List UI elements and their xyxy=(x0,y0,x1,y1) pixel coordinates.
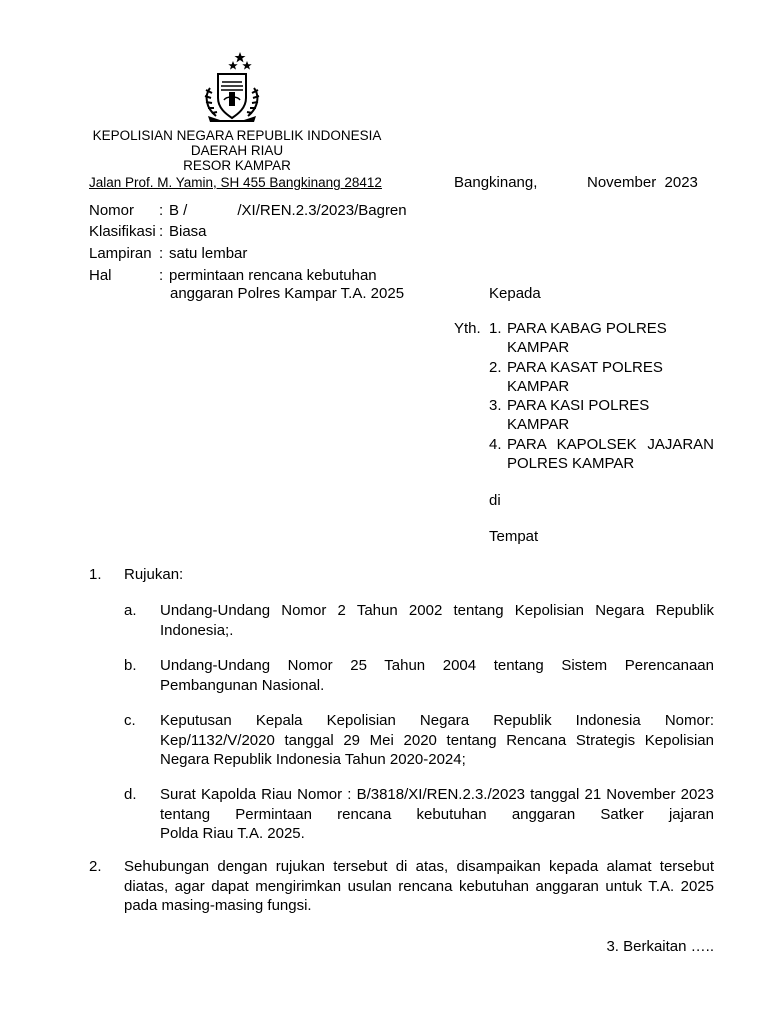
letterhead-line-3: RESOR KAMPAR xyxy=(183,158,291,173)
polri-emblem-logo xyxy=(196,48,268,124)
paragraph-line: diatas, agar dapat mengirimkan usulan rencana kebutuhan anggaran untuk T.A. 2025 xyxy=(124,877,714,895)
recipient-line: KAMPAR xyxy=(507,416,570,433)
recipient-line: PARA KASAT POLRES xyxy=(507,359,663,376)
kepada-label: Kepada xyxy=(489,285,541,302)
di-label: di xyxy=(489,492,501,509)
recipient-line: PARA KASI POLRES xyxy=(507,397,650,414)
reference-item-c xyxy=(160,711,714,770)
recipient-number: 2. xyxy=(489,359,502,376)
paragraph-1-number: 1. xyxy=(89,566,102,583)
recipient-line: POLRES KAMPAR xyxy=(507,455,635,472)
paragraph-2-number: 2. xyxy=(89,858,102,875)
reference-marker: b. xyxy=(124,657,137,674)
recipient-item-1 xyxy=(507,319,714,357)
letterhead-line-2: DAERAH RIAU xyxy=(190,143,284,158)
recipient-number: 1. xyxy=(489,320,502,337)
nomor-label: Nomor xyxy=(89,202,135,219)
reference-marker: a. xyxy=(124,602,137,619)
hal-colon: : xyxy=(159,267,164,284)
recipient-item-3 xyxy=(507,396,714,434)
date-month-year: November 2023 xyxy=(587,174,698,191)
recipient-number: 4. xyxy=(489,436,502,453)
hal-label: Hal xyxy=(89,267,112,284)
reference-line: Polda Riau T.A. 2025. xyxy=(160,825,305,842)
klasifikasi-colon: : xyxy=(159,223,164,240)
reference-item-d xyxy=(160,785,714,844)
reference-line: tentang Permintaan rencana kebutuhan anggaran Satker jajaran xyxy=(160,805,714,823)
lampiran-label: Lampiran xyxy=(89,245,152,262)
letterhead-address: Jalan Prof. M. Yamin, SH 455 Bangkinang 28412 xyxy=(89,175,382,190)
lampiran-colon: : xyxy=(159,245,164,262)
paragraph-2-text xyxy=(124,857,714,916)
klasifikasi-value: Biasa xyxy=(169,223,207,240)
reference-line: Kep/1132/V/2020 tanggal 29 Mei 2020 tentang Rencana Strategis Kepolisian xyxy=(160,731,714,749)
reference-item-b xyxy=(160,656,714,695)
reference-marker: c. xyxy=(124,712,136,729)
nomor-value: B / /XI/REN.2.3/2023/Bagren xyxy=(169,202,407,219)
date-place: Bangkinang, xyxy=(454,174,538,191)
reference-line: Keputusan Kepala Kepolisian Negara Republik Indonesia Nomor: xyxy=(160,712,714,729)
reference-line: Pembangunan Nasional. xyxy=(160,676,325,694)
hal-value-line-2: anggaran Polres Kampar T.A. 2025 xyxy=(170,285,405,302)
paragraph-line: pada masing-masing fungsi. xyxy=(124,897,312,914)
recipient-line: KAMPAR xyxy=(507,339,570,356)
paragraph-1-title: Rujukan: xyxy=(124,566,184,583)
recipient-item-4 xyxy=(507,435,714,473)
reference-line: Undang-Undang Nomor 25 Tahun 2004 tentang Sistem Perencanaan xyxy=(160,657,714,674)
continuation-marker: 3. Berkaitan ….. xyxy=(606,938,714,955)
recipient-line: KAMPAR xyxy=(507,378,570,395)
recipient-number: 3. xyxy=(489,397,502,414)
letterhead-line-1: KEPOLISIAN NEGARA REPUBLIK INDONESIA xyxy=(92,128,382,143)
paragraph-line: Sehubungan dengan rujukan tersebut di atas, disampaikan kepada alamat tersebut xyxy=(124,858,714,875)
hal-value-line-1: permintaan rencana kebutuhan xyxy=(169,267,377,284)
yth-label: Yth. xyxy=(454,320,481,337)
reference-item-a xyxy=(160,601,714,640)
reference-line: Negara Republik Indonesia Tahun 2020-2024; xyxy=(160,751,466,768)
reference-marker: d. xyxy=(124,786,137,803)
recipient-line: PARA KAPOLSEK JAJARAN xyxy=(507,436,714,453)
reference-line: Indonesia;. xyxy=(160,621,234,639)
recipient-line: PARA KABAG POLRES xyxy=(507,320,667,337)
reference-line: Surat Kapolda Riau Nomor : B/3818/XI/REN.2.3./2023 tanggal 21 November 2023 xyxy=(160,786,714,803)
klasifikasi-label: Klasifikasi xyxy=(89,223,156,240)
tempat-label: Tempat xyxy=(489,528,539,545)
recipient-item-2 xyxy=(507,358,714,396)
nomor-colon: : xyxy=(159,202,164,219)
lampiran-value: satu lembar xyxy=(169,245,248,262)
reference-line: Undang-Undang Nomor 2 Tahun 2002 tentang Kepolisian Negara Republik xyxy=(160,602,714,619)
